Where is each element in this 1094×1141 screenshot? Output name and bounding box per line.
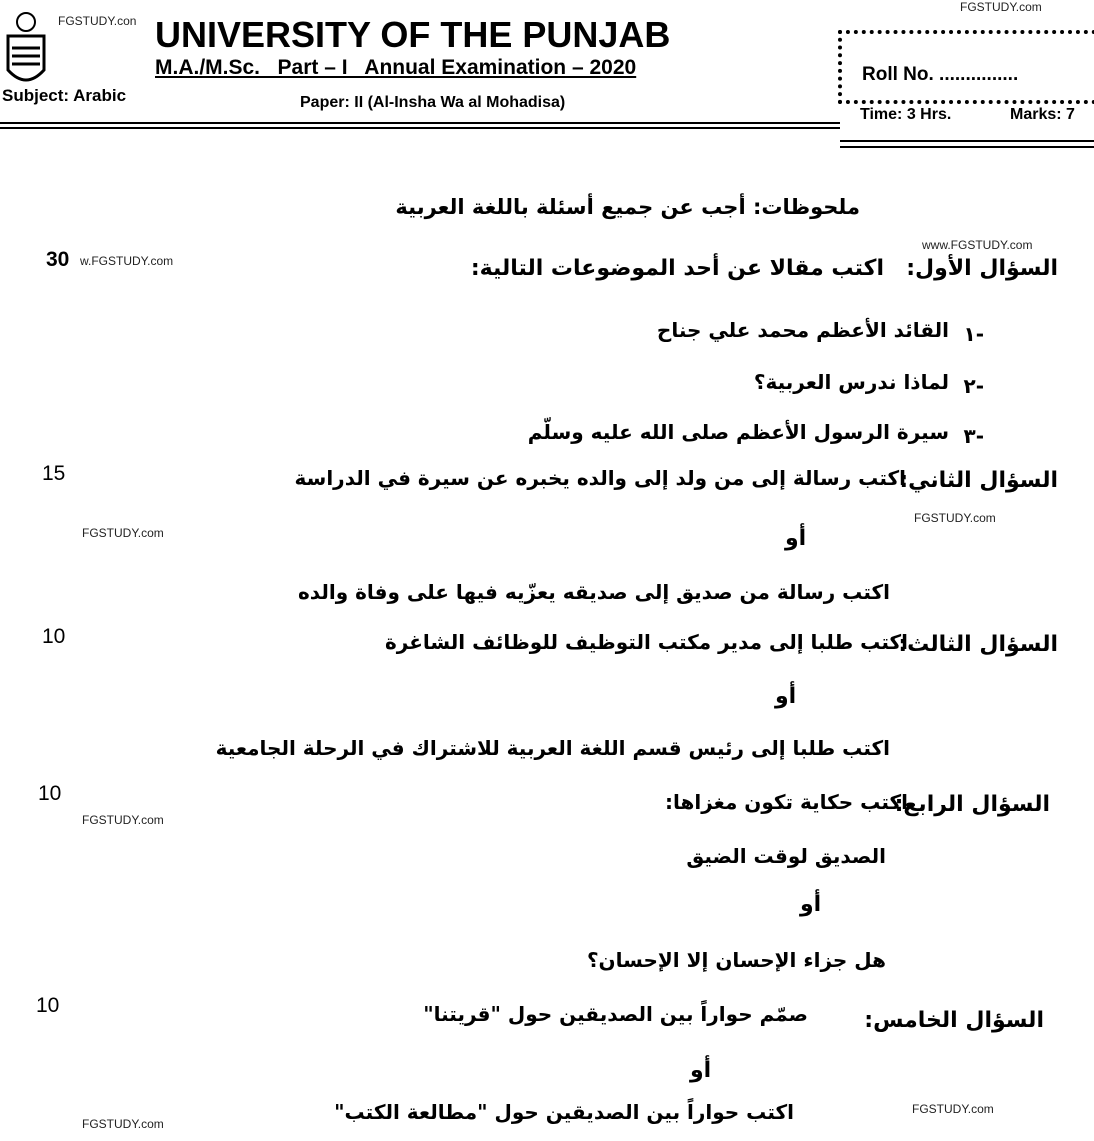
university-crest-logo xyxy=(4,8,48,92)
divider xyxy=(840,146,1094,148)
watermark: FGSTUDY.com xyxy=(82,526,164,540)
question-alternative: اكتب طلبا إلى رئيس قسم اللغة العربية للاشتراك في الرحلة الجامعية xyxy=(215,736,890,760)
roll-number: Roll No. ............... xyxy=(862,64,1019,85)
question-alternative: هل جزاء الإحسان إلا الإحسان؟ xyxy=(586,948,886,972)
question-text: اكتب حكاية تكون مغزاها: xyxy=(665,790,908,814)
topic: الصديق لوقت الضيق xyxy=(686,844,886,868)
item-number: -٢ xyxy=(963,374,984,398)
university-title: UNIVERSITY OF THE PUNJAB xyxy=(155,14,671,55)
or-separator: أو xyxy=(775,684,797,709)
exam-title: M.A./M.Sc. Part – I Annual Examination – 2020 xyxy=(155,56,637,79)
or-separator: أو xyxy=(785,526,807,551)
watermark: w.FGSTUDY.com xyxy=(80,254,174,268)
question-text: اكتب رسالة إلى من ولد إلى والده يخبره عن سيرة في الدراسة xyxy=(294,466,906,490)
divider xyxy=(0,122,840,124)
question-marks: 10 xyxy=(36,994,60,1017)
item-number: -٣ xyxy=(963,424,984,448)
or-separator: أو xyxy=(800,892,822,917)
question-marks: 10 xyxy=(42,625,66,648)
item-number: -١ xyxy=(963,322,984,346)
divider xyxy=(0,127,840,129)
watermark: www.FGSTUDY.com xyxy=(922,238,1033,252)
question-text: صمّم حواراً بين الصديقين حول "قريتنا" xyxy=(423,1002,808,1026)
instructions: ملحوظات: أجب عن جميع أسئلة باللغة العربية xyxy=(395,195,860,219)
divider xyxy=(840,140,1094,142)
topic-item: سيرة الرسول الأعظم صلى الله عليه وسلّم xyxy=(527,420,949,444)
question-marks: 10 xyxy=(38,782,62,805)
question-text: اكتب مقالا عن أحد الموضوعات التالية: xyxy=(470,256,884,281)
or-separator: أو xyxy=(690,1058,712,1083)
question-label: السؤال الرابع: xyxy=(894,792,1050,817)
subject: Subject: Arabic xyxy=(2,86,127,105)
topic-item: القائد الأعظم محمد علي جناح xyxy=(656,318,949,342)
question-label: السؤال الثاني: xyxy=(899,468,1058,493)
topic-item: لماذا ندرس العربية؟ xyxy=(753,370,949,394)
question-alternative: اكتب رسالة من صديق إلى صديقه يعزّيه فيها على وفاة والده xyxy=(297,580,890,604)
question-alternative: اكتب حواراً بين الصديقين حول "مطالعة الكتب" xyxy=(334,1100,794,1124)
watermark: FGSTUDY.com xyxy=(82,813,164,827)
question-label: السؤال الأول: xyxy=(906,256,1058,281)
question-text: اكتب طلبا إلى مدير مكتب التوظيف للوظائف الشاغرة xyxy=(385,630,908,654)
watermark: FGSTUDY.com xyxy=(82,1117,164,1131)
question-label: السؤال الثالث: xyxy=(898,632,1058,657)
time: Time: 3 Hrs. xyxy=(860,106,952,123)
question-label: السؤال الخامس: xyxy=(864,1008,1044,1033)
question-marks: 15 xyxy=(42,462,66,485)
watermark: FGSTUDY.con xyxy=(58,14,137,28)
paper-title: Paper: II (Al-Insha Wa al Mohadisa) xyxy=(300,94,566,111)
watermark: FGSTUDY.com xyxy=(960,0,1042,14)
total-marks: Marks: 7 xyxy=(1010,106,1075,123)
question-marks: 30 xyxy=(46,248,70,271)
watermark: FGSTUDY.com xyxy=(914,511,996,525)
watermark: FGSTUDY.com xyxy=(912,1102,994,1116)
